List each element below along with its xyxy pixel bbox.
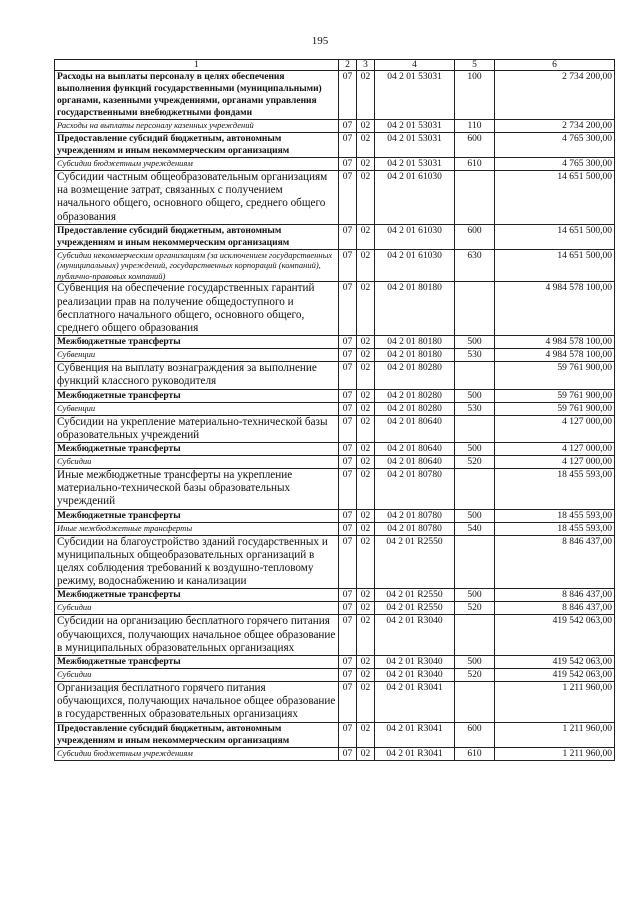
expense-type-code: 600 [455, 224, 495, 249]
amount: 8 846 437,00 [495, 535, 615, 589]
row-description: Субсидии некоммерческим организациям (за исключением государственных (муниципальных) учреждений, государственных корпораций (компаний), публично-правовых компаний) [55, 249, 339, 282]
section-code: 07 [339, 747, 357, 760]
subsection-code: 02 [357, 615, 375, 656]
table-row [55, 615, 615, 656]
section-code: 07 [339, 655, 357, 668]
row-description: Организация бесплатного горячего питания обучающихся, получающих начальное общее образование в государственных образовательных организациях [55, 681, 339, 722]
header-cell-2: 2 [339, 60, 357, 71]
amount: 1 211 960,00 [495, 747, 615, 760]
subsection-code: 02 [357, 655, 375, 668]
subsection-code: 02 [357, 224, 375, 249]
amount: 18 455 593,00 [495, 522, 615, 535]
target-article-code: 04 2 01 R3040 [375, 655, 455, 668]
amount: 4 127 000,00 [495, 442, 615, 455]
amount: 8 846 437,00 [495, 589, 615, 602]
amount: 14 651 500,00 [495, 171, 615, 225]
section-code: 07 [339, 120, 357, 133]
table-row [55, 468, 615, 509]
expense-type-code: 500 [455, 442, 495, 455]
expense-type-code [455, 468, 495, 509]
table-row [55, 282, 615, 336]
row-description: Субвенция на выплату вознаграждения за выполнение функций классного руководителя [55, 362, 339, 389]
target-article-code: 04 2 01 80180 [375, 349, 455, 362]
row-description: Субсидии бюджетным учреждениям [55, 747, 339, 760]
table-row [55, 224, 615, 249]
amount: 8 846 437,00 [495, 602, 615, 615]
amount: 14 651 500,00 [495, 249, 615, 282]
budget-table [54, 59, 615, 761]
table-row [55, 602, 615, 615]
expense-type-code: 630 [455, 249, 495, 282]
expense-type-code: 100 [455, 71, 495, 120]
section-code: 07 [339, 522, 357, 535]
target-article-code: 04 2 01 R3041 [375, 681, 455, 722]
section-code: 07 [339, 415, 357, 442]
amount: 59 761 900,00 [495, 402, 615, 415]
row-description: Межбюджетные трансферты [55, 389, 339, 402]
subsection-code: 02 [357, 468, 375, 509]
expense-type-code [455, 681, 495, 722]
section-code: 07 [339, 249, 357, 282]
table-row [55, 722, 615, 747]
section-code: 07 [339, 224, 357, 249]
row-description: Субсидии на укрепление материально-технической базы образовательных учреждений [55, 415, 339, 442]
row-description: Иные межбюджетные трансферты [55, 522, 339, 535]
section-code: 07 [339, 171, 357, 225]
expense-type-code: 530 [455, 402, 495, 415]
section-code: 07 [339, 402, 357, 415]
target-article-code: 04 2 01 R2550 [375, 589, 455, 602]
subsection-code: 02 [357, 71, 375, 120]
table-row [55, 442, 615, 455]
amount: 1 211 960,00 [495, 722, 615, 747]
expense-type-code [455, 282, 495, 336]
amount: 18 455 593,00 [495, 468, 615, 509]
target-article-code: 04 2 01 61030 [375, 249, 455, 282]
expense-type-code [455, 171, 495, 225]
section-code: 07 [339, 535, 357, 589]
expense-type-code: 500 [455, 589, 495, 602]
subsection-code: 02 [357, 402, 375, 415]
subsection-code: 02 [357, 535, 375, 589]
table-row [55, 158, 615, 171]
table-row [55, 120, 615, 133]
header-cell-1: 1 [55, 60, 339, 71]
target-article-code: 04 2 01 53031 [375, 120, 455, 133]
amount: 4 984 578 100,00 [495, 349, 615, 362]
section-code: 07 [339, 349, 357, 362]
subsection-code: 02 [357, 668, 375, 681]
target-article-code: 04 2 01 80640 [375, 442, 455, 455]
table-row [55, 415, 615, 442]
row-description: Субсидии [55, 455, 339, 468]
table-row [55, 747, 615, 760]
header-cell-6: 6 [495, 60, 615, 71]
subsection-code: 02 [357, 442, 375, 455]
subsection-code: 02 [357, 120, 375, 133]
expense-type-code: 610 [455, 158, 495, 171]
target-article-code: 04 2 01 R3041 [375, 747, 455, 760]
table-row [55, 509, 615, 522]
subsection-code: 02 [357, 171, 375, 225]
amount: 4 984 578 100,00 [495, 336, 615, 349]
table-row [55, 349, 615, 362]
row-description: Предоставление субсидий бюджетным, автономным учреждениям и иным некоммерческим организациям [55, 133, 339, 158]
table-row [55, 668, 615, 681]
row-description: Межбюджетные трансферты [55, 509, 339, 522]
amount: 59 761 900,00 [495, 389, 615, 402]
section-code: 07 [339, 336, 357, 349]
subsection-code: 02 [357, 282, 375, 336]
expense-type-code: 600 [455, 722, 495, 747]
row-description: Иные межбюджетные трансферты на укрепление материально-технической базы образовательных учреждений [55, 468, 339, 509]
subsection-code: 02 [357, 602, 375, 615]
expense-type-code [455, 362, 495, 389]
amount: 419 542 063,00 [495, 615, 615, 656]
target-article-code: 04 2 01 80640 [375, 455, 455, 468]
amount: 4 127 000,00 [495, 455, 615, 468]
table-row [55, 681, 615, 722]
row-description: Субсидии [55, 602, 339, 615]
expense-type-code: 500 [455, 389, 495, 402]
amount: 419 542 063,00 [495, 668, 615, 681]
subsection-code: 02 [357, 336, 375, 349]
target-article-code: 04 2 01 R3040 [375, 615, 455, 656]
amount: 14 651 500,00 [495, 224, 615, 249]
section-code: 07 [339, 509, 357, 522]
row-description: Субвенции [55, 349, 339, 362]
amount: 2 734 200,00 [495, 71, 615, 120]
amount: 4 765 300,00 [495, 133, 615, 158]
table-row [55, 133, 615, 158]
target-article-code: 04 2 01 R2550 [375, 602, 455, 615]
table-row [55, 171, 615, 225]
amount: 4 765 300,00 [495, 158, 615, 171]
row-description: Субвенция на обеспечение государственных гарантий реализации прав на получение общедоступного и бесплатного начального общего, основного общего, среднего общего образования [55, 282, 339, 336]
table-row [55, 336, 615, 349]
section-code: 07 [339, 602, 357, 615]
row-description: Расходы на выплаты персоналу казенных учреждений [55, 120, 339, 133]
subsection-code: 02 [357, 522, 375, 535]
row-description: Субсидии бюджетным учреждениям [55, 158, 339, 171]
subsection-code: 02 [357, 362, 375, 389]
subsection-code: 02 [357, 681, 375, 722]
table-row [55, 589, 615, 602]
target-article-code: 04 2 01 80780 [375, 509, 455, 522]
target-article-code: 04 2 01 80280 [375, 389, 455, 402]
subsection-code: 02 [357, 747, 375, 760]
table-row [55, 249, 615, 282]
row-description: Субсидии на организацию бесплатного горячего питания обучающихся, получающих начальное общее образование в муниципальных образовательных организациях [55, 615, 339, 656]
subsection-code: 02 [357, 455, 375, 468]
section-code: 07 [339, 442, 357, 455]
subsection-code: 02 [357, 133, 375, 158]
target-article-code: 04 2 01 R3040 [375, 668, 455, 681]
target-article-code: 04 2 01 80180 [375, 282, 455, 336]
amount: 18 455 593,00 [495, 509, 615, 522]
expense-type-code: 520 [455, 602, 495, 615]
amount: 1 211 960,00 [495, 681, 615, 722]
amount: 2 734 200,00 [495, 120, 615, 133]
section-code: 07 [339, 615, 357, 656]
row-description: Расходы на выплаты персоналу в целях обеспечения выполнения функций государственными (муниципальными) органами, казенными учреждениями, органами управления государственными внебюджетными фондами [55, 71, 339, 120]
section-code: 07 [339, 722, 357, 747]
expense-type-code: 110 [455, 120, 495, 133]
header-cell-5: 5 [455, 60, 495, 71]
row-description: Субсидии частным общеобразовательным организациям на возмещение затрат, связанных с получением начального общего, основного общего, среднего общего образования [55, 171, 339, 225]
amount: 4 984 578 100,00 [495, 282, 615, 336]
section-code: 07 [339, 681, 357, 722]
target-article-code: 04 2 01 80780 [375, 522, 455, 535]
target-article-code: 04 2 01 R2550 [375, 535, 455, 589]
target-article-code: 04 2 01 53031 [375, 133, 455, 158]
row-description: Субсидии на благоустройство зданий государственных и муниципальных общеобразовательных организаций в целях соблюдения требований к воздушно-тепловому режиму, водоснабжению и канализации [55, 535, 339, 589]
header-cell-4: 4 [375, 60, 455, 71]
expense-type-code: 500 [455, 655, 495, 668]
target-article-code: 04 2 01 61030 [375, 224, 455, 249]
expense-type-code: 610 [455, 747, 495, 760]
header-row [55, 60, 615, 71]
table-row [55, 362, 615, 389]
subsection-code: 02 [357, 349, 375, 362]
expense-type-code: 500 [455, 336, 495, 349]
section-code: 07 [339, 362, 357, 389]
expense-type-code: 520 [455, 668, 495, 681]
subsection-code: 02 [357, 389, 375, 402]
expense-type-code: 530 [455, 349, 495, 362]
table-row [55, 655, 615, 668]
section-code: 07 [339, 389, 357, 402]
subsection-code: 02 [357, 158, 375, 171]
expense-type-code: 520 [455, 455, 495, 468]
amount: 59 761 900,00 [495, 362, 615, 389]
target-article-code: 04 2 01 80640 [375, 415, 455, 442]
amount: 4 127 000,00 [495, 415, 615, 442]
target-article-code: 04 2 01 53031 [375, 158, 455, 171]
table-row [55, 389, 615, 402]
section-code: 07 [339, 133, 357, 158]
expense-type-code: 500 [455, 509, 495, 522]
section-code: 07 [339, 71, 357, 120]
table-row [55, 535, 615, 589]
target-article-code: 04 2 01 61030 [375, 171, 455, 225]
subsection-code: 02 [357, 722, 375, 747]
expense-type-code: 540 [455, 522, 495, 535]
target-article-code: 04 2 01 80180 [375, 336, 455, 349]
target-article-code: 04 2 01 80280 [375, 362, 455, 389]
target-article-code: 04 2 01 80280 [375, 402, 455, 415]
row-description: Предоставление субсидий бюджетным, автономным учреждениям и иным некоммерческим организациям [55, 722, 339, 747]
table-row [55, 71, 615, 120]
expense-type-code [455, 415, 495, 442]
target-article-code: 04 2 01 80780 [375, 468, 455, 509]
target-article-code: 04 2 01 53031 [375, 71, 455, 120]
expense-type-code: 600 [455, 133, 495, 158]
section-code: 07 [339, 158, 357, 171]
header-cell-3: 3 [357, 60, 375, 71]
target-article-code: 04 2 01 R3041 [375, 722, 455, 747]
table-row [55, 455, 615, 468]
subsection-code: 02 [357, 509, 375, 522]
subsection-code: 02 [357, 249, 375, 282]
expense-type-code [455, 535, 495, 589]
expense-type-code [455, 615, 495, 656]
section-code: 07 [339, 668, 357, 681]
row-description: Субсидии [55, 668, 339, 681]
row-description: Межбюджетные трансферты [55, 336, 339, 349]
row-description: Субвенции [55, 402, 339, 415]
row-description: Межбюджетные трансферты [55, 589, 339, 602]
amount: 419 542 063,00 [495, 655, 615, 668]
row-description: Межбюджетные трансферты [55, 442, 339, 455]
subsection-code: 02 [357, 415, 375, 442]
row-description: Межбюджетные трансферты [55, 655, 339, 668]
section-code: 07 [339, 468, 357, 509]
subsection-code: 02 [357, 589, 375, 602]
table-row [55, 522, 615, 535]
row-description: Предоставление субсидий бюджетным, автономным учреждениям и иным некоммерческим организациям [55, 224, 339, 249]
section-code: 07 [339, 455, 357, 468]
section-code: 07 [339, 589, 357, 602]
table-row [55, 402, 615, 415]
page-number: 195 [311, 35, 329, 47]
section-code: 07 [339, 282, 357, 336]
